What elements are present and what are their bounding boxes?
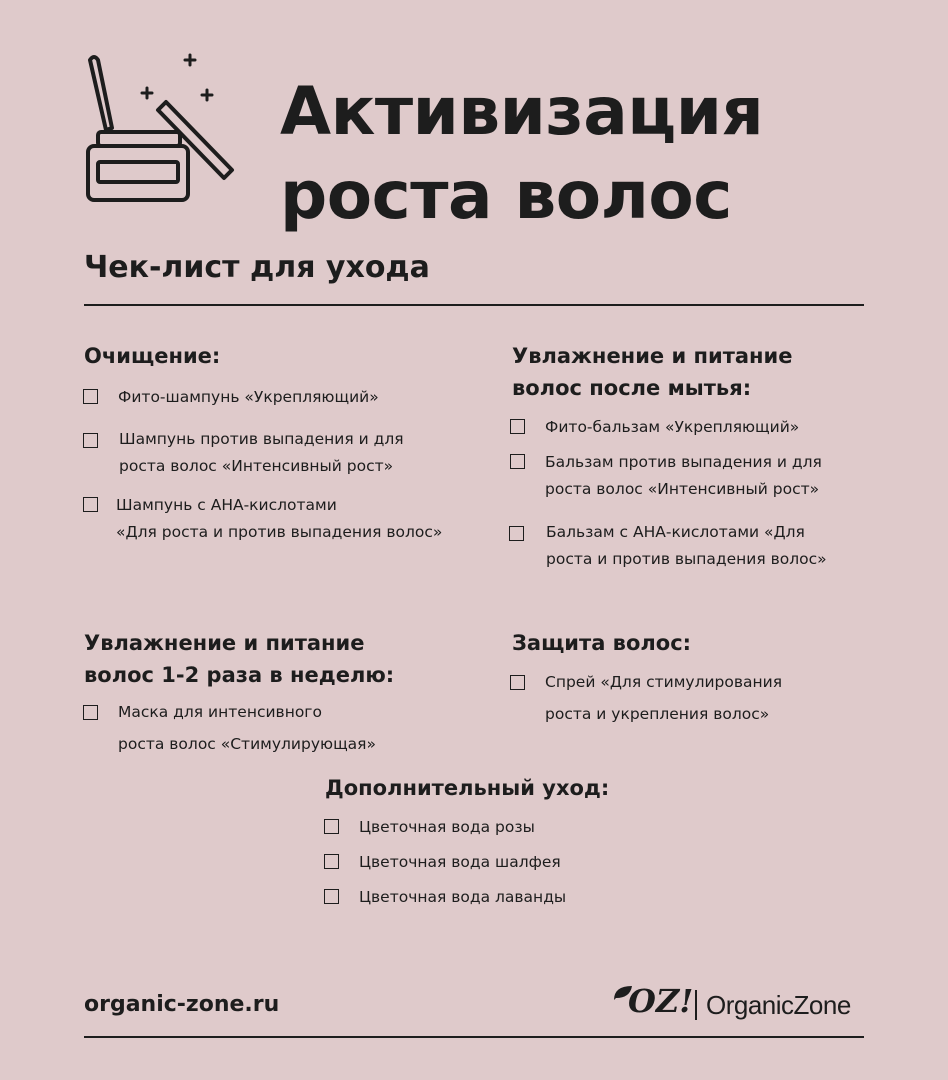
checkbox[interactable] — [83, 389, 98, 404]
website-url[interactable]: organic-zone.ru — [84, 992, 280, 1017]
item-label: Фито-шампунь «Укрепляющий» — [118, 388, 379, 406]
logo-mark: OZ! — [628, 982, 694, 1020]
checklist-item[interactable] — [510, 670, 782, 730]
checkbox[interactable] — [324, 819, 339, 834]
item-label: Фито-бальзам «Укрепляющий» — [545, 418, 800, 436]
item-label: Цветочная вода розы — [359, 818, 535, 836]
logo-name: OrganicZone — [706, 990, 851, 1020]
section-heading-extra: Дополнительный уход: — [325, 776, 610, 800]
checkbox[interactable] — [324, 889, 339, 904]
checkbox[interactable] — [83, 433, 98, 448]
item-label: Бальзам с АНА-кислотами «Для роста и против выпадения волос» — [546, 523, 827, 568]
item-label: Маска для интенсивного роста волос «Стимулирующая» — [118, 703, 376, 753]
divider-top — [84, 304, 864, 306]
item-label: Бальзам против выпадения и для роста волос «Интенсивный рост» — [545, 453, 822, 498]
checklist-item[interactable] — [510, 449, 822, 503]
checklist-item[interactable] — [324, 884, 566, 911]
section-heading-protection: Защита волос: — [512, 631, 692, 655]
checkbox[interactable] — [83, 497, 98, 512]
checkbox[interactable] — [324, 854, 339, 869]
item-label: Шампунь с АНА-кислотами «Для роста и против выпадения волос» — [116, 496, 443, 541]
checkbox[interactable] — [510, 454, 525, 469]
logo-separator — [695, 990, 697, 1020]
checkbox[interactable] — [509, 526, 524, 541]
checklist-item[interactable] — [83, 426, 404, 480]
item-label: Спрей «Для стимулирования роста и укрепления волос» — [545, 673, 783, 723]
checkbox[interactable] — [83, 705, 98, 720]
checklist-item[interactable] — [509, 519, 827, 573]
checklist-item[interactable] — [324, 814, 535, 841]
checklist-item[interactable] — [83, 492, 442, 546]
page-title — [280, 70, 763, 238]
subtitle: Чек-лист для ухода — [84, 250, 430, 285]
checklist-item[interactable] — [83, 700, 376, 760]
checklist-item[interactable] — [83, 384, 379, 411]
checkbox[interactable] — [510, 675, 525, 690]
divider-bottom — [84, 1036, 864, 1038]
checklist-item[interactable] — [324, 849, 561, 876]
checklist-item[interactable] — [510, 414, 799, 441]
section-heading-weekly: Увлажнение и питание волос 1-2 раза в неделю: — [84, 631, 395, 687]
title-line-1: Активизация — [280, 73, 764, 150]
item-label: Цветочная вода лаванды — [359, 888, 567, 906]
section-heading-after-wash: Увлажнение и питание волос после мытья: — [512, 344, 793, 400]
title-line-2: роста волос — [280, 157, 732, 234]
cosmetic-jar-icon — [80, 50, 240, 210]
checkbox[interactable] — [510, 419, 525, 434]
item-label: Шампунь против выпадения и для роста волос «Интенсивный рост» — [119, 430, 404, 475]
item-label: Цветочная вода шалфея — [359, 853, 561, 871]
section-heading-cleansing: Очищение: — [84, 344, 221, 368]
